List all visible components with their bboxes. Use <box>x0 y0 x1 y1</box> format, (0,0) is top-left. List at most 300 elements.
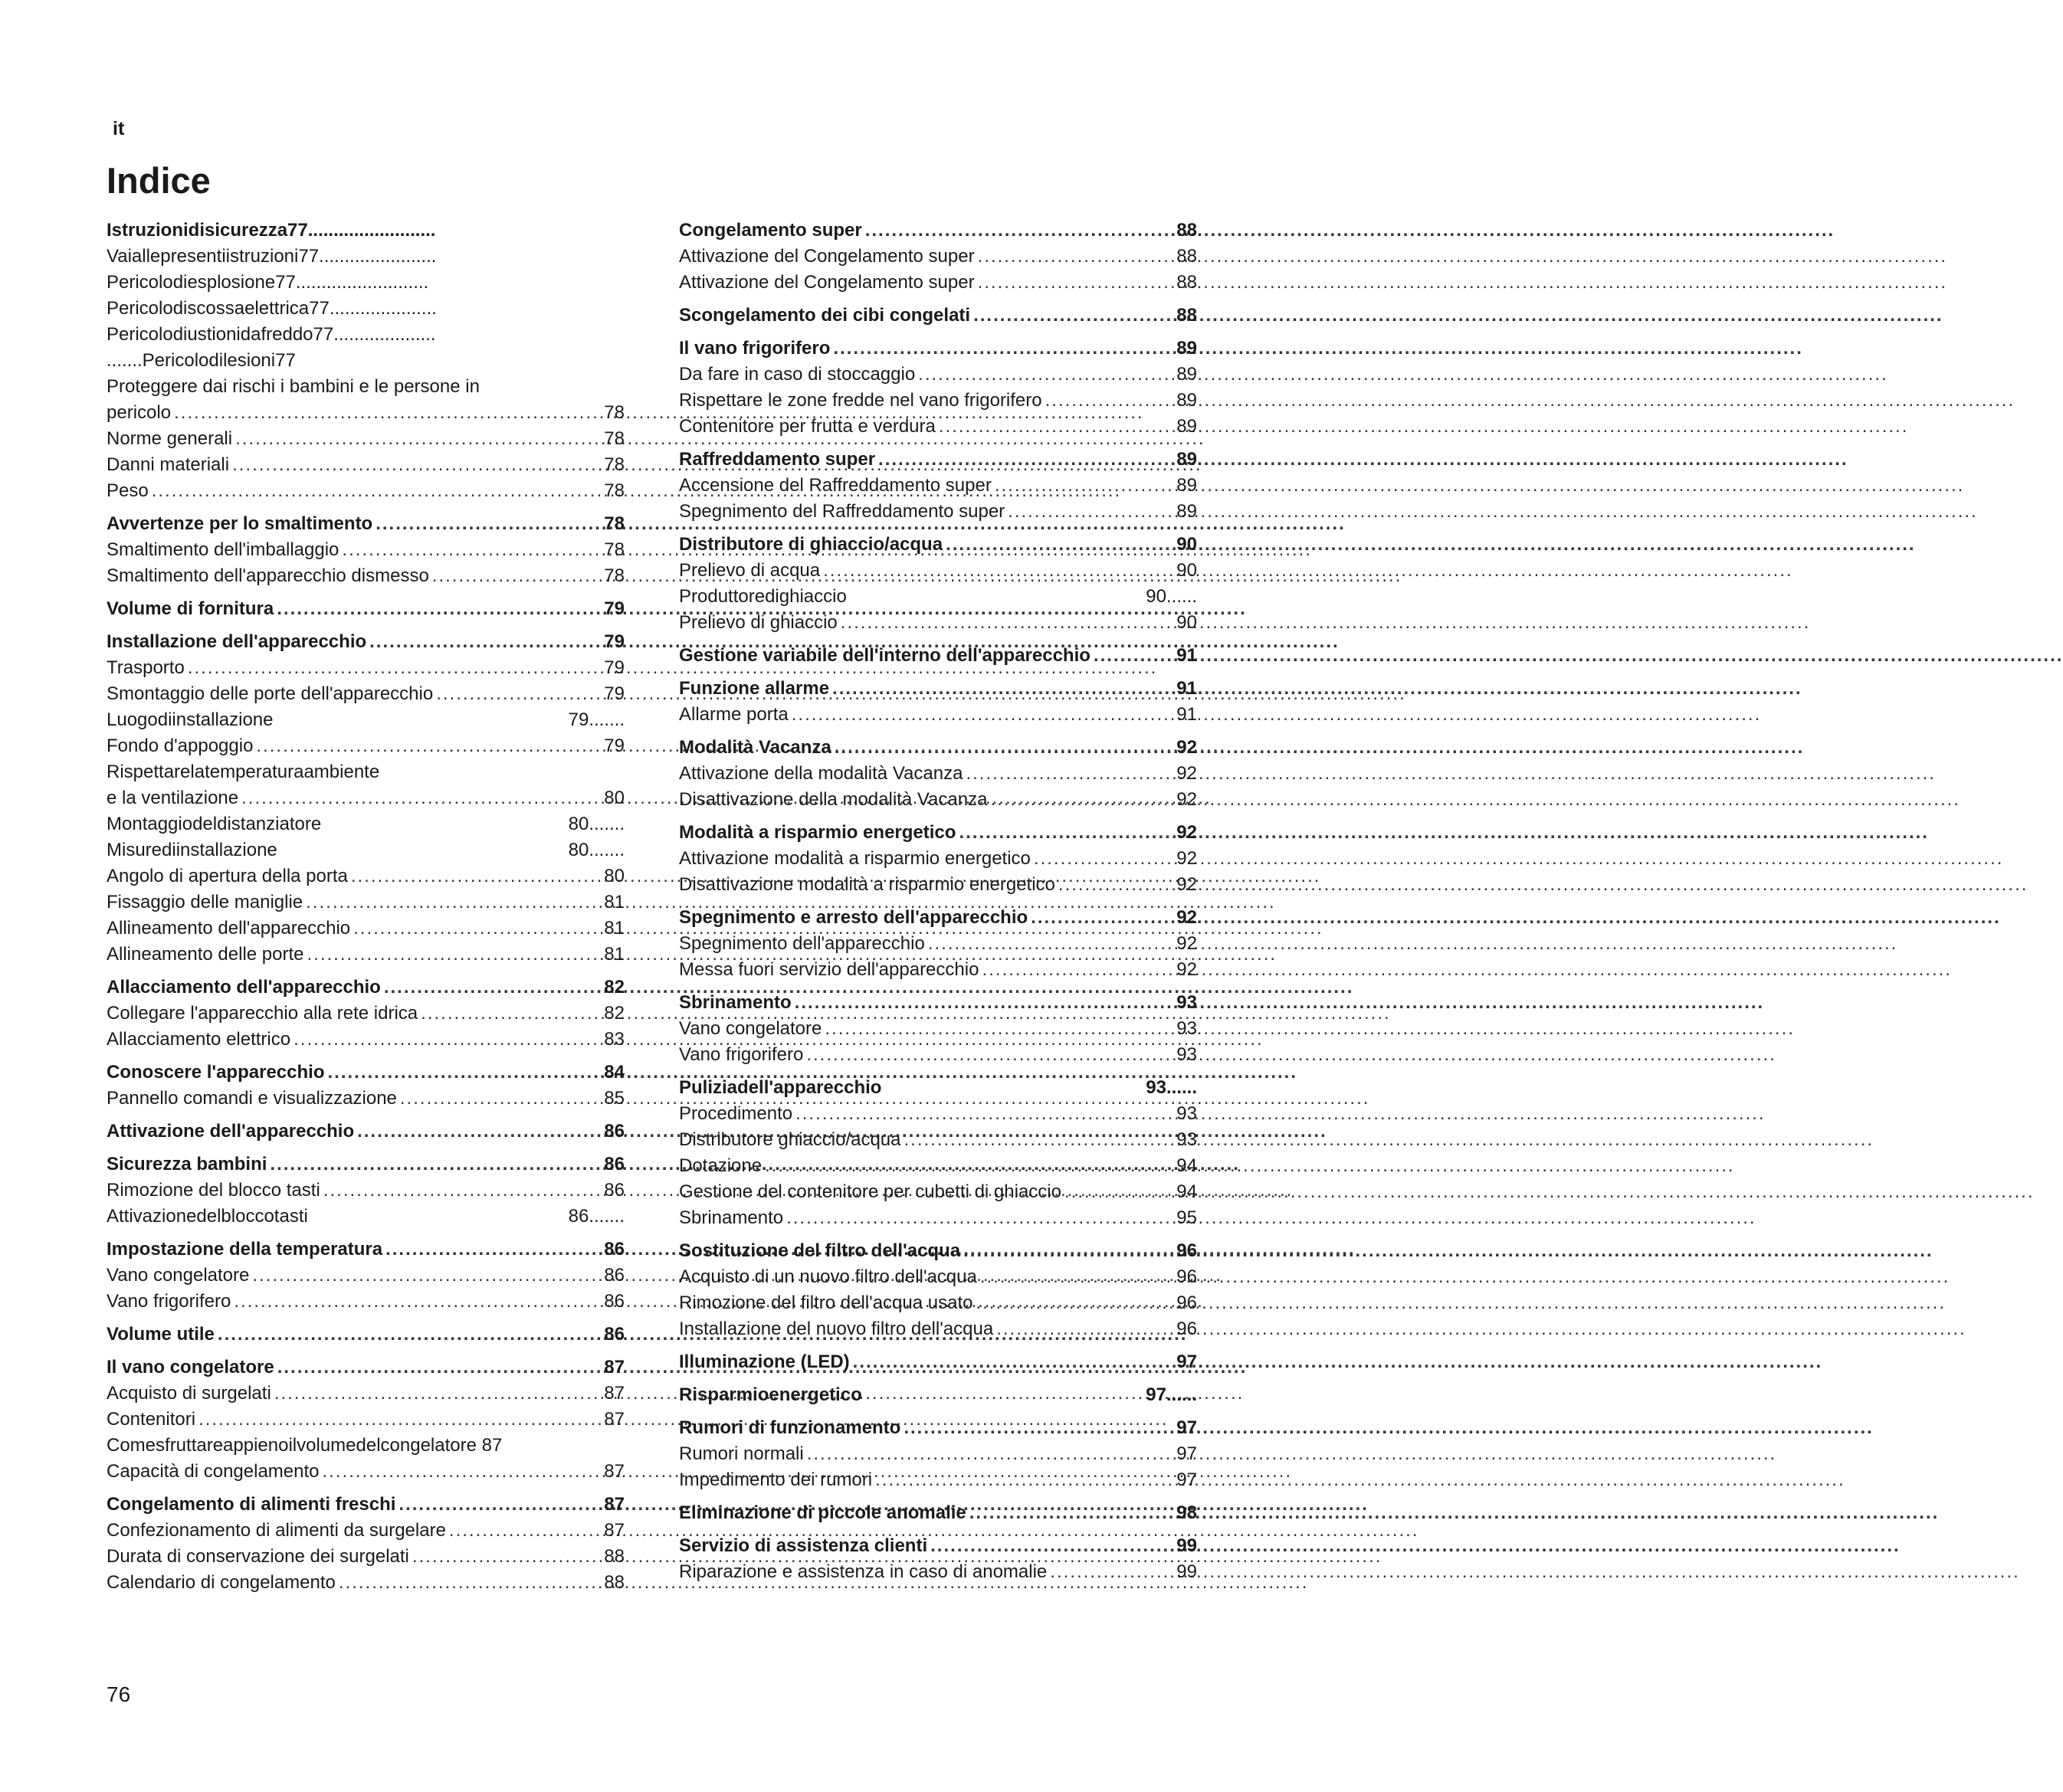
dot-leader <box>803 1042 1163 1068</box>
toc-entry-label: Spegnimento del Raffreddamento super <box>679 501 1005 522</box>
toc-section <box>107 1237 625 1263</box>
toc-entry <box>107 1407 625 1433</box>
dot-leader <box>993 1316 1163 1342</box>
dot-leader <box>792 990 1163 1016</box>
toc-entry-label: Rimozione del blocco tasti <box>107 1180 320 1201</box>
dot-leader <box>339 537 591 563</box>
toc-entry <box>679 584 1197 610</box>
dot-leader <box>238 785 591 811</box>
toc-entry-page: 80....... <box>568 840 625 860</box>
dot-leader <box>409 1544 591 1570</box>
dot-leader <box>927 1533 1163 1559</box>
toc-entry-label: Luogodiinstallazione <box>107 709 274 730</box>
toc-entry <box>107 1204 625 1230</box>
toc-entry-label: Volume di fornitura <box>107 598 274 619</box>
toc-entry <box>679 1316 1197 1342</box>
dot-leader <box>943 532 1163 558</box>
toc-entry-label: Comesfruttareappienoilvolumedelcongelatore 87 <box>107 1435 503 1456</box>
toc-entry-page: 88 <box>1176 220 1197 241</box>
toc-entry-label: Disattivazione modalità a risparmio energetico <box>679 874 1055 895</box>
toc-entry <box>679 388 1197 414</box>
dot-leader <box>872 1467 1163 1493</box>
toc-entry <box>107 889 625 916</box>
dot-leader <box>382 1237 591 1263</box>
toc-entry-page: 97 <box>1176 1351 1197 1372</box>
toc-entry-page: 89 <box>1176 449 1197 470</box>
toc-entry-label: Il vano frigorifero <box>679 338 831 359</box>
toc-entry <box>107 707 625 733</box>
toc-entry-label: Procedimento <box>679 1103 793 1124</box>
toc-entry-page: 91 <box>1176 678 1197 699</box>
toc-entry <box>679 1264 1197 1290</box>
dot-leader <box>901 1127 1164 1153</box>
toc-section <box>679 1382 1197 1408</box>
toc-entry-label: Fissaggio delle maniglie <box>107 892 303 912</box>
toc-entry-page: 90 <box>1176 612 1197 633</box>
toc-entry-label: Vano frigorifero <box>679 1044 804 1065</box>
toc-entry-label: Gestione del contenitore per cubetti di ghiaccio <box>679 1181 1061 1202</box>
toc-entry-label: Norme generali <box>107 428 233 449</box>
dot-leader <box>185 655 591 681</box>
toc-entry-page: 93...... <box>1146 1077 1197 1098</box>
toc-entry-page: 92 <box>1176 907 1197 928</box>
toc-entry-label: pericolo <box>107 402 172 423</box>
toc-entry-label: Allineamento delle porte <box>107 944 304 965</box>
toc-entry-page: 84 <box>604 1062 625 1083</box>
toc-entry-page: 92 <box>1176 874 1197 895</box>
toc-entry-label: Durata di conservazione dei surgelati <box>107 1546 409 1567</box>
toc-entry <box>107 270 625 296</box>
dot-leader <box>320 1459 591 1485</box>
toc-entry-label: Rimozione del filtro dell'acqua usato <box>679 1292 973 1313</box>
toc-entry-page: 79 <box>604 683 625 704</box>
toc-entry-page: 79....... <box>568 709 625 730</box>
toc-entry <box>679 244 1197 270</box>
toc-entry <box>107 537 625 563</box>
dot-leader <box>822 1016 1163 1042</box>
toc-entry-page: 78 <box>604 513 625 534</box>
toc-entry-label: Puliziadell'apparecchio <box>679 1077 882 1098</box>
dot-leader <box>429 563 591 589</box>
toc-entry-label: Trasporto <box>107 657 185 678</box>
toc-entry-page: 85 <box>604 1088 625 1109</box>
dot-leader <box>354 1119 591 1145</box>
toc-entry-page: 87 <box>604 1383 625 1404</box>
toc-entry-label: Messa fuori servizio dell'apparecchio <box>679 959 979 980</box>
toc-entry-page: 90 <box>1176 534 1197 555</box>
toc-section <box>679 1533 1197 1559</box>
toc-entry-label: Vaiallepresentiistruzioni77....................... <box>107 246 437 267</box>
toc-entry-label: Impostazione della temperatura <box>107 1239 383 1260</box>
toc-entry-label: Prelievo di acqua <box>679 560 821 581</box>
toc-entry-page: 90...... <box>1146 586 1197 607</box>
toc-entry-label: Scongelamento dei cibi congelati <box>679 305 971 326</box>
page-number: 76 <box>107 1682 131 1706</box>
toc-entry <box>679 787 1197 813</box>
toc-entry <box>679 1153 1197 1179</box>
toc-entry-label: Prelievo di ghiaccio <box>679 612 838 633</box>
toc-entry-label: Peso <box>107 480 149 501</box>
toc-entry-label: Illuminazione (LED) <box>679 1351 850 1372</box>
toc-entry-label: Eliminazione di piccole anomalie <box>679 1502 966 1523</box>
toc-entry-page: 97 <box>1176 1443 1197 1464</box>
toc-entry-page: 99 <box>1176 1561 1197 1582</box>
toc-entry <box>679 1127 1197 1153</box>
dot-leader <box>977 1264 1163 1290</box>
toc-entry-page: 86 <box>604 1180 625 1201</box>
toc-entry-label: Risparmioenergetico <box>679 1384 862 1405</box>
dot-leader <box>979 957 1163 983</box>
toc-entry-label: Attivazione del Congelamento super <box>679 272 975 293</box>
dot-leader <box>975 270 1163 296</box>
toc-entry <box>107 452 625 478</box>
toc-entry-label: Riparazione e assistenza in caso di anomalie <box>679 1561 1048 1582</box>
toc-entry-page: 93 <box>1176 1103 1197 1124</box>
toc-entry-page: 92 <box>1176 848 1197 869</box>
dot-leader <box>960 1238 1163 1264</box>
toc-section <box>679 1349 1197 1375</box>
toc-section <box>679 676 1197 702</box>
toc-entry <box>679 610 1197 636</box>
toc-entry-page: 78 <box>604 480 625 501</box>
toc-entry <box>107 244 625 270</box>
dot-leader <box>397 1086 591 1112</box>
toc-entry-page: 97...... <box>1146 1384 1197 1405</box>
toc-entry-label: Produttoredighiaccio <box>679 586 847 607</box>
toc-entry-page: 81 <box>604 892 625 912</box>
dot-leader <box>789 702 1163 728</box>
toc-section <box>679 532 1197 558</box>
toc-entry-label: Smaltimento dell'apparecchio dismesso <box>107 565 429 586</box>
dot-leader <box>320 1178 591 1204</box>
toc-entry-label: Rispettarelatemperaturaambiente <box>107 762 380 782</box>
toc-entry-label: Volume utile <box>107 1324 215 1345</box>
toc-entry <box>107 296 625 322</box>
toc-section <box>679 1238 1197 1264</box>
toc-entry-label: Capacità di congelamento <box>107 1461 320 1482</box>
toc-entry-label: Modalità a risparmio energetico <box>679 822 956 843</box>
toc-entry-label: Pannello comandi e visualizzazione <box>107 1088 397 1109</box>
dot-leader <box>1091 643 1163 669</box>
toc-entry-label: Istruzionidisicurezza77......................... <box>107 220 436 241</box>
toc-entry-page: 96 <box>1176 1319 1197 1339</box>
toc-entry <box>107 1178 625 1204</box>
toc-entry-label: Attivazione dell'apparecchio <box>107 1121 355 1142</box>
toc-entry <box>679 846 1197 872</box>
toc-entry-page: 93 <box>1176 1018 1197 1039</box>
toc-entry-label: Attivazione della modalità Vacanza <box>679 763 963 784</box>
toc-entry-label: Smontaggio delle porte dell'apparecchio <box>107 683 434 704</box>
toc-entry <box>107 863 625 889</box>
toc-section <box>679 1415 1197 1441</box>
toc-entry-page: 97 <box>1176 1417 1197 1438</box>
toc-entry-label: Impedimento dei rumori <box>679 1469 873 1490</box>
dot-leader <box>925 931 1163 957</box>
toc-entry <box>679 499 1197 525</box>
toc-entry-label: Sbrinamento <box>679 992 792 1013</box>
dot-leader <box>304 942 592 968</box>
toc-entry <box>107 478 625 504</box>
toc-entry <box>679 702 1197 728</box>
dot-leader <box>987 787 1163 813</box>
dot-leader <box>366 629 591 655</box>
toc-entry <box>107 348 625 374</box>
dot-leader <box>271 1381 591 1407</box>
toc-entry-page: 78 <box>604 539 625 560</box>
toc-entry-page: 95 <box>1176 1207 1197 1228</box>
dot-leader <box>762 1153 1163 1179</box>
toc-entry <box>679 1042 1197 1068</box>
toc-entry <box>107 1027 625 1053</box>
dot-leader <box>1042 388 1163 414</box>
toc-entry-page: 87 <box>604 1520 625 1541</box>
toc-entry-label: Confezionamento di alimenti da surgelare <box>107 1520 446 1541</box>
dot-leader <box>433 681 591 707</box>
toc-section <box>679 990 1197 1016</box>
toc-section <box>679 218 1197 244</box>
dot-leader <box>1047 1559 1163 1585</box>
toc-entry-label: Allineamento dell'apparecchio <box>107 918 351 939</box>
toc-entry-label: Installazione del nuovo filtro dell'acqua <box>679 1319 994 1339</box>
toc-entry <box>107 1544 625 1570</box>
toc-entry-page: 91 <box>1176 704 1197 725</box>
toc-entry <box>679 270 1197 296</box>
dot-leader <box>1031 846 1163 872</box>
toc-entry-label: Servizio di assistenza clienti <box>679 1535 928 1556</box>
dot-leader <box>215 1322 591 1348</box>
toc-entry-label: Avvertenze per lo smaltimento <box>107 513 373 534</box>
toc-entry-page: 87 <box>604 1461 625 1482</box>
toc-section <box>107 1152 625 1178</box>
toc-entry-label: Installazione dell'apparecchio <box>107 631 367 652</box>
dot-leader <box>418 1001 591 1027</box>
toc-entry-page: 92 <box>1176 822 1197 843</box>
toc-section <box>679 1075 1197 1101</box>
toc-entry <box>107 1086 625 1112</box>
toc-entry-page: 89 <box>1176 338 1197 359</box>
toc-entry-label: Disattivazione della modalità Vacanza <box>679 789 988 810</box>
dot-leader <box>232 426 591 452</box>
toc-entry <box>107 785 625 811</box>
toc-entry-page: 89 <box>1176 364 1197 385</box>
dot-leader <box>963 761 1163 787</box>
toc-entry-page: 79 <box>604 631 625 652</box>
dot-leader <box>972 1290 1163 1316</box>
dot-leader <box>1055 872 1163 898</box>
toc-entry-page: 88 <box>1176 246 1197 267</box>
dot-leader <box>231 1289 591 1315</box>
toc-entry-page: 92 <box>1176 959 1197 980</box>
toc-entry-label: .......Pericolodilesioni77 <box>107 350 296 371</box>
dot-leader <box>274 596 591 622</box>
toc-entry-label: Pericolodiscossaelettrica77..................... <box>107 298 437 319</box>
toc-entry-label: e la ventilazione <box>107 788 239 808</box>
toc-entry-page: 87 <box>604 1494 625 1515</box>
toc-entry-label: Proteggere dai rischi i bambini e le persone in <box>107 376 480 397</box>
toc-entry-label: Pericolodiesplosione77.......................... <box>107 272 429 293</box>
toc-section <box>107 629 625 655</box>
toc-entry-page: 78 <box>604 565 625 586</box>
toc-entry <box>679 761 1197 787</box>
toc-entry-page: 79 <box>604 598 625 619</box>
dot-leader <box>936 414 1163 440</box>
toc-entry-page: 87 <box>604 1409 625 1430</box>
toc-entry-label: Allacciamento elettrico <box>107 1029 291 1050</box>
toc-entry-label: Misurediinstallazione <box>107 840 277 860</box>
toc-entry <box>107 655 625 681</box>
toc-entry-label: Vano congelatore <box>679 1018 822 1039</box>
dot-leader <box>229 452 591 478</box>
toc-entry-label: Congelamento super <box>679 220 862 241</box>
toc-section <box>107 511 625 537</box>
toc-entry-label: Raffreddamento super <box>679 449 876 470</box>
toc-entry <box>679 473 1197 499</box>
toc-entry <box>107 563 625 589</box>
toc-entry-page: 86....... <box>568 1206 625 1227</box>
toc-entry-page: 93 <box>1176 1044 1197 1065</box>
dot-leader <box>838 610 1163 636</box>
toc-entry <box>107 426 625 452</box>
dot-leader <box>381 975 591 1001</box>
dot-leader <box>783 1205 1163 1231</box>
dot-leader <box>831 735 1163 761</box>
toc-entry <box>679 931 1197 957</box>
dot-leader <box>1061 1179 1163 1205</box>
toc-section <box>107 1322 625 1348</box>
toc-entry-label: Dotazione <box>679 1155 763 1176</box>
toc-entry-label: Calendario di congelamento <box>107 1572 336 1593</box>
toc-entry <box>679 1467 1197 1493</box>
toc-entry-page: 81 <box>604 918 625 939</box>
toc-entry-label: Spegnimento dell'apparecchio <box>679 933 925 954</box>
toc-entry-page: 96 <box>1176 1292 1197 1313</box>
dot-leader <box>249 1263 591 1289</box>
toc-entry-label: Vano congelatore <box>107 1265 250 1286</box>
toc-entry <box>107 837 625 863</box>
toc-entry-label: Allarme porta <box>679 704 789 725</box>
toc-section <box>107 1060 625 1086</box>
toc-entry-label: Da fare in caso di stoccaggio <box>679 364 916 385</box>
language-marker: it <box>113 118 125 139</box>
toc-section <box>679 1500 1197 1526</box>
toc-section <box>107 975 625 1001</box>
dot-leader <box>875 447 1163 473</box>
toc-entry <box>107 733 625 759</box>
toc-entry-page: 80 <box>604 866 625 886</box>
toc-entry <box>679 558 1197 584</box>
toc-entry <box>107 1518 625 1544</box>
toc-entry-page: 92 <box>1176 789 1197 810</box>
dot-leader <box>900 1415 1163 1441</box>
dot-leader <box>336 1570 591 1596</box>
toc-entry <box>107 374 625 400</box>
toc-column-left <box>107 218 625 1596</box>
dot-leader <box>820 558 1163 584</box>
dot-leader <box>350 916 591 942</box>
dot-leader <box>970 303 1163 329</box>
dot-leader <box>253 733 591 759</box>
dot-leader <box>290 1027 591 1053</box>
toc-entry-page: 86 <box>604 1154 625 1174</box>
toc-column-right <box>679 218 1197 1585</box>
toc-entry-page: 89 <box>1176 390 1197 411</box>
toc-entry-label: Accensione del Raffreddamento super <box>679 475 992 496</box>
toc-entry-label: Conoscere l'apparecchio <box>107 1062 325 1083</box>
toc-entry-label: Montaggiodeldistanziatore <box>107 814 322 834</box>
dot-leader <box>1005 499 1163 525</box>
toc-section <box>679 303 1197 329</box>
toc-entry-page: 79 <box>604 657 625 678</box>
toc-entry <box>107 942 625 968</box>
toc-entry-label: Attivazione modalità a risparmio energetico <box>679 848 1031 869</box>
toc-entry <box>107 681 625 707</box>
toc-entry <box>107 1433 625 1459</box>
toc-entry <box>107 400 625 426</box>
toc-entry <box>107 322 625 348</box>
toc-entry-label: Danni materiali <box>107 454 230 475</box>
toc-entry-page: 86 <box>604 1265 625 1286</box>
dot-leader <box>992 473 1163 499</box>
toc-entry-label: Il vano congelatore <box>107 1357 274 1378</box>
toc-entry-page: 86 <box>604 1291 625 1312</box>
toc-entry <box>107 1289 625 1315</box>
toc-entry-page: 99 <box>1176 1535 1197 1556</box>
toc-entry <box>107 1263 625 1289</box>
toc-entry-page: 90 <box>1176 560 1197 581</box>
toc-entry-page: 94 <box>1176 1181 1197 1202</box>
toc-entry-label: Sicurezza bambini <box>107 1154 267 1174</box>
dot-leader <box>915 362 1163 388</box>
toc-entry <box>107 1381 625 1407</box>
dot-leader <box>303 889 591 916</box>
dot-leader <box>850 1349 1163 1375</box>
toc-entry-label: Distributore ghiaccio/acqua <box>679 1129 901 1150</box>
toc-entry-page: 88 <box>604 1546 625 1567</box>
toc-entry <box>107 1459 625 1485</box>
dot-leader <box>804 1441 1163 1467</box>
toc-entry <box>679 414 1197 440</box>
toc-section <box>679 905 1197 931</box>
toc-entry <box>679 1441 1197 1467</box>
toc-entry-page: 93 <box>1176 992 1197 1013</box>
toc-entry-page: 87 <box>604 1357 625 1378</box>
dot-leader <box>956 820 1163 846</box>
toc-entry-page: 94 <box>1176 1155 1197 1176</box>
toc-entry-page: 91 <box>1176 645 1197 666</box>
toc-entry-label: Rumori di funzionamento <box>679 1417 901 1438</box>
toc-entry-page: 86 <box>604 1239 625 1260</box>
dot-leader <box>267 1152 591 1178</box>
toc-section <box>107 596 625 622</box>
toc-entry-page: 78 <box>604 402 625 423</box>
toc-entry-page: 89 <box>1176 416 1197 437</box>
toc-entry-page: 89 <box>1176 475 1197 496</box>
toc-entry-label: Allacciamento dell'apparecchio <box>107 977 381 998</box>
toc-entry-page: 78 <box>604 454 625 475</box>
toc-entry <box>107 916 625 942</box>
toc-entry-label: Attivazionedelbloccotasti <box>107 1206 308 1227</box>
toc-entry-label: Congelamento di alimenti freschi <box>107 1494 396 1515</box>
toc-entry-label: Rumori normali <box>679 1443 804 1464</box>
toc-entry-page: 83 <box>604 1029 625 1050</box>
toc-entry-label: Pericolodiustionidafreddo77.................... <box>107 324 436 345</box>
toc-entry-label: Attivazione del Congelamento super <box>679 246 975 267</box>
toc-entry <box>679 1179 1197 1205</box>
toc-entry-label: Funzione allarme <box>679 678 830 699</box>
toc-entry-page: 79 <box>604 735 625 756</box>
toc-entry <box>679 1205 1197 1231</box>
toc-entry <box>679 362 1197 388</box>
